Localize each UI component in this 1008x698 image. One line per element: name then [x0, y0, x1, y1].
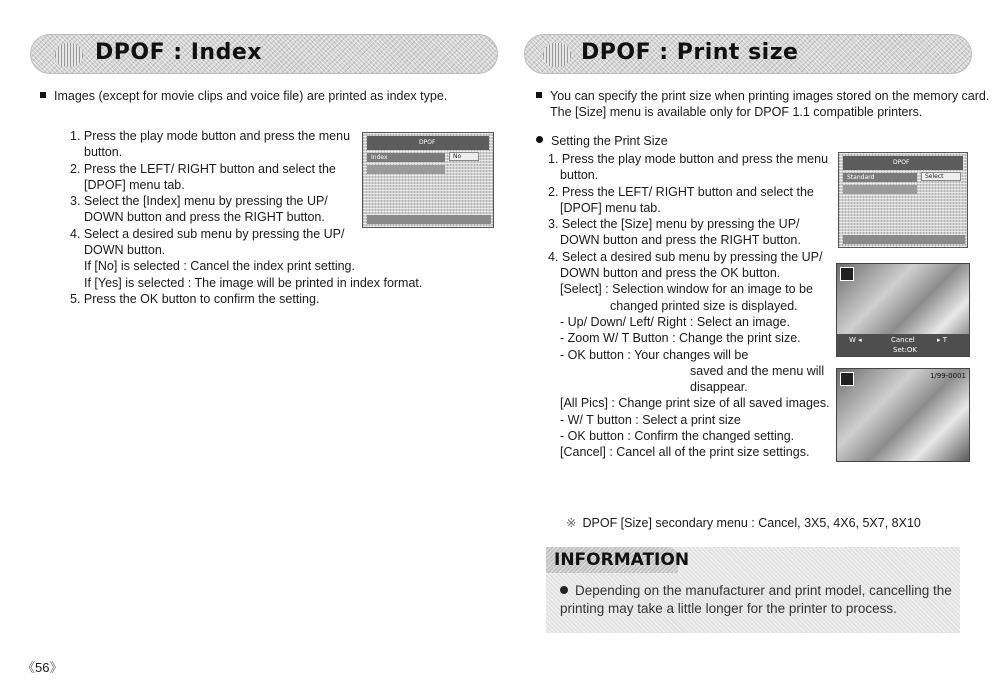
- information-heading: INFORMATION: [554, 550, 690, 570]
- photo-control-strip: [837, 334, 969, 356]
- square-bullet-icon: [536, 92, 542, 98]
- screen-tab-label: DPOF: [419, 139, 436, 146]
- right-title: DPOF : Print size: [581, 40, 799, 65]
- round-bullet-icon: [536, 136, 543, 143]
- screen-menu-row: [367, 215, 491, 224]
- image-counter: 1/99-0001: [929, 372, 966, 380]
- information-tab: [546, 547, 690, 573]
- reference-mark-icon: ※: [566, 516, 577, 530]
- screen-option: Select: [925, 173, 944, 180]
- screen-menu-item: Standard: [847, 174, 875, 181]
- step-line: 4. Select a desired sub menu by pressing the UP/: [548, 249, 823, 264]
- information-text: Depending on the manufacturer and print model, cancelling the printing may take a little longer for the printer to process.: [560, 583, 952, 616]
- right-title-banner: [524, 34, 972, 74]
- step-line: button.: [84, 145, 123, 160]
- zoom-w-label: W ◂: [849, 336, 862, 344]
- zoom-t-label: ▸ T: [937, 336, 948, 344]
- step-line: - OK button : Your changes will be: [560, 347, 749, 362]
- play-mode-icon: [840, 372, 854, 386]
- step-line: [All Pics] : Change print size of all saved images.: [560, 396, 830, 411]
- step-line: changed printed size is displayed.: [610, 298, 798, 313]
- step-line: [Select] : Selection window for an image to be: [560, 282, 813, 297]
- step-line: 3. Select the [Size] menu by pressing the UP/: [548, 217, 800, 232]
- left-title: DPOF : Index: [95, 40, 262, 65]
- left-title-banner: [30, 34, 498, 74]
- step-line: saved and the menu will: [690, 363, 825, 378]
- step-line: 3. Select the [Index] menu by pressing the UP/: [70, 194, 328, 209]
- screen-menu-row: [367, 165, 445, 174]
- banner-decoration: [55, 43, 83, 67]
- step-line: If [Yes] is selected : The image will be printed in index format.: [84, 275, 423, 290]
- step-line: DOWN button and press the RIGHT button.: [84, 210, 325, 225]
- set-ok-label: Set:OK: [893, 346, 917, 354]
- step-line: 1. Press the play mode button and press the menu: [70, 129, 351, 143]
- step-line: button.: [560, 168, 599, 183]
- step-line: 4. Select a desired sub menu by pressing the UP/: [70, 226, 345, 241]
- square-bullet-icon: [40, 92, 46, 98]
- right-steps: [548, 151, 830, 461]
- step-line: DOWN button.: [84, 243, 166, 258]
- step-line: 1. Press the play mode button and press the menu: [548, 152, 829, 166]
- page-number: 《56》: [22, 660, 63, 675]
- screen-tab-label: DPOF: [893, 159, 910, 166]
- selection-photo-screen: [836, 368, 970, 462]
- step-line: DOWN button and press the OK button.: [560, 266, 781, 281]
- step-line: - W/ T button : Select a print size: [560, 412, 741, 427]
- cancel-label: Cancel: [891, 336, 915, 344]
- step-line: 5. Press the OK button to confirm the setting.: [70, 291, 320, 306]
- screen-menu-row: [843, 185, 917, 194]
- banner-decoration: [543, 43, 571, 67]
- step-line: [DPOF] menu tab.: [560, 200, 661, 215]
- left-camera-screen: [362, 132, 494, 228]
- print-size-photo-screen: [836, 263, 970, 357]
- step-line: If [No] is selected : Cancel the index print setting.: [84, 259, 355, 274]
- step-line: disappear.: [690, 380, 748, 395]
- right-camera-screen: [838, 152, 968, 248]
- screen-menu-item: Index: [371, 154, 388, 161]
- screen-menu-row: [843, 235, 965, 244]
- step-line: DOWN button and press the RIGHT button.: [560, 233, 801, 248]
- right-intro: You can specify the print size when printing images stored on the memory card. The [Size] menu is available only for DPOF 1.1 compatible printers.: [536, 88, 989, 120]
- play-mode-icon: [840, 267, 854, 281]
- left-intro: Images (except for movie clips and voice file) are printed as index type.: [40, 88, 447, 104]
- step-line: - Zoom W/ T Button : Change the print size.: [560, 331, 801, 346]
- step-line: 2. Press the LEFT/ RIGHT button and select the: [70, 161, 336, 176]
- step-line: - OK button : Confirm the changed setting.: [560, 429, 795, 444]
- step-line: - Up/ Down/ Left/ Right : Select an image.: [560, 314, 790, 329]
- round-bullet-icon: [560, 586, 568, 594]
- screen-option: No: [453, 153, 462, 160]
- step-line: [DPOF] menu tab.: [84, 177, 185, 192]
- right-sub-heading: Setting the Print Size: [536, 133, 668, 149]
- step-line: 2. Press the LEFT/ RIGHT button and select the: [548, 184, 814, 199]
- step-line: [Cancel] : Cancel all of the print size settings.: [560, 445, 810, 460]
- size-menu-note: ※ DPOF [Size] secondary menu : Cancel, 3X5, 4X6, 5X7, 8X10: [566, 516, 921, 530]
